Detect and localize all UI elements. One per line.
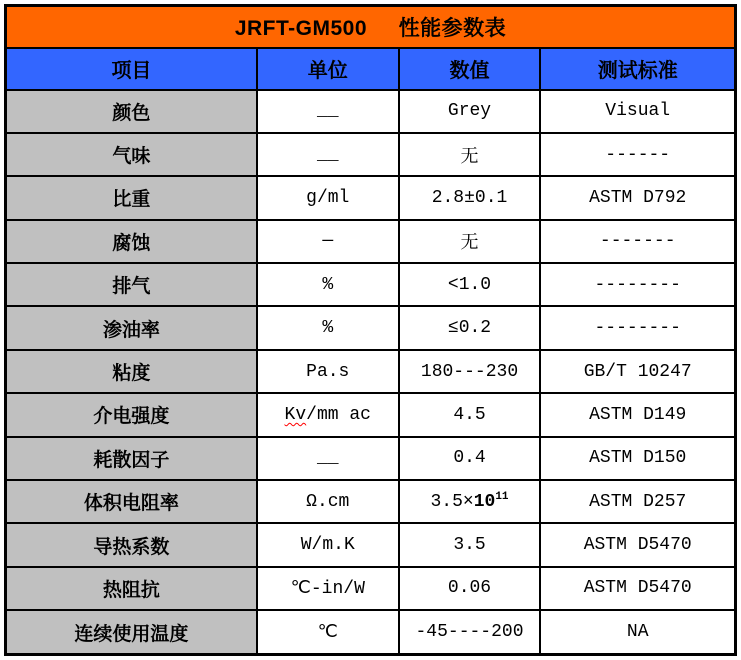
title-row (6, 6, 736, 48)
item-cell: 排气 (6, 263, 257, 306)
standard-cell: ASTM D149 (540, 393, 735, 436)
item-cell: 热阻抗 (6, 567, 257, 610)
table-row (6, 306, 736, 349)
misspelled-text: Kv (284, 404, 307, 425)
item-cell: 导热系数 (6, 523, 257, 566)
table-row (6, 90, 736, 133)
column-header-value: 数值 (399, 48, 541, 90)
item-cell: 渗油率 (6, 306, 257, 349)
header-row (6, 48, 736, 90)
unit-cell: g/ml (257, 176, 399, 219)
table-row (6, 567, 736, 610)
item-cell: 腐蚀 (6, 220, 257, 263)
table-row (6, 133, 736, 176)
table-row (6, 176, 736, 219)
unit-cell: — (257, 220, 399, 263)
unit-cell: W/m.K (257, 523, 399, 566)
item-cell: 体积电阻率 (6, 480, 257, 523)
standard-cell: ASTM D150 (540, 437, 735, 480)
standard-cell: -------- (540, 306, 735, 349)
standard-cell: -------- (540, 263, 735, 306)
value-cell: $3.5\times 10^{11}$ (399, 480, 541, 523)
value-cell: <1.0 (399, 263, 541, 306)
table-row (6, 350, 736, 393)
value-cell: ≤0.2 (399, 306, 541, 349)
column-header-item: 项目 (6, 48, 257, 90)
standard-cell: Visual (540, 90, 735, 133)
standard-cell: ------ (540, 133, 735, 176)
item-cell: 粘度 (6, 350, 257, 393)
value-cell: 0.4 (399, 437, 541, 480)
column-header-standard: 测试标准 (540, 48, 735, 90)
table-row (6, 480, 736, 523)
table-row (6, 610, 736, 654)
table-title: JRFT-GM500 性能参数表 (6, 6, 736, 48)
standard-cell: ASTM D257 (540, 480, 735, 523)
table-row (6, 437, 736, 480)
value-cell: 无 (399, 133, 541, 176)
value-cell: 2.8±0.1 (399, 176, 541, 219)
unit-cell: __ (257, 437, 399, 480)
unit-cell: Kv/mm ac (257, 393, 399, 436)
table-body (6, 90, 736, 655)
column-header-unit: 单位 (257, 48, 399, 90)
standard-cell: ------- (540, 220, 735, 263)
value-cell: 3.5 (399, 523, 541, 566)
unit-cell: __ (257, 90, 399, 133)
table-row (6, 220, 736, 263)
standard-cell: ASTM D5470 (540, 567, 735, 610)
item-cell: 耗散因子 (6, 437, 257, 480)
unit-cell: % (257, 263, 399, 306)
value-cell: 180---230 (399, 350, 541, 393)
item-cell: 介电强度 (6, 393, 257, 436)
table-row (6, 263, 736, 306)
unit-cell: ℃ (257, 610, 399, 654)
unit-cell: % (257, 306, 399, 349)
standard-cell: NA (540, 610, 735, 654)
standard-cell: ASTM D792 (540, 176, 735, 219)
unit-cell: Pa.s (257, 350, 399, 393)
value-cell: 无 (399, 220, 541, 263)
table-row (6, 523, 736, 566)
item-cell: 比重 (6, 176, 257, 219)
value-cell: -45----200 (399, 610, 541, 654)
spec-table (4, 4, 737, 656)
item-cell: 颜色 (6, 90, 257, 133)
item-cell: 连续使用温度 (6, 610, 257, 654)
value-cell: Grey (399, 90, 541, 133)
standard-cell: ASTM D5470 (540, 523, 735, 566)
unit-cell: __ (257, 133, 399, 176)
unit-cell: Ω.cm (257, 480, 399, 523)
unit-cell: ℃-in/W (257, 567, 399, 610)
value-cell: 4.5 (399, 393, 541, 436)
table-row (6, 393, 736, 436)
value-cell: 0.06 (399, 567, 541, 610)
item-cell: 气味 (6, 133, 257, 176)
standard-cell: GB/T 10247 (540, 350, 735, 393)
